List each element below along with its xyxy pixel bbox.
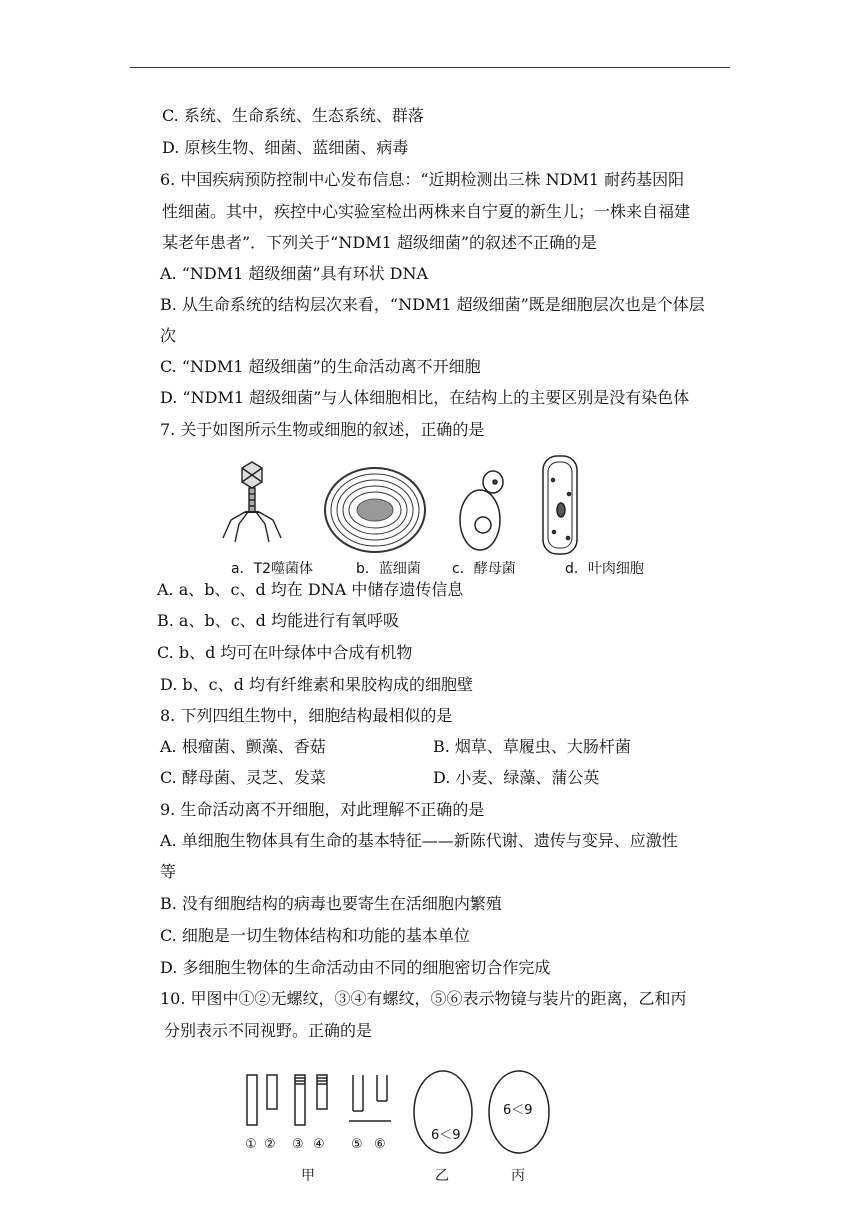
q10-stem-line2: 分别表示不同视野。正确的是 [164, 1021, 373, 1040]
q8-option-a: A. 根瘤菌、颤藻、香菇 [160, 737, 326, 756]
q6-stem-line2: 性细菌。其中，疾控中心实验室检出两株来自宁夏的新生儿；一株来自福建 [162, 202, 691, 221]
q10-stem-line1: 10. 甲图中①②无螺纹，③④有螺纹，⑤⑥表示物镜与装片的距离，乙和丙 [160, 989, 687, 1008]
num-6: ⑥ [374, 1137, 386, 1152]
q9-option-a: A. 单细胞生物体具有生命的基本特征——新陈代谢、遗传与变异、应激性 [160, 831, 678, 850]
num-1: ① [245, 1137, 257, 1152]
field-bing-text: 6＜9 [503, 1103, 533, 1118]
q6-option-b: B. 从生命系统的结构层次来看，“NDM1 超级细菌”既是细胞层次也是个体层 [160, 295, 705, 314]
field-yi-text: 6＜9 [431, 1128, 461, 1143]
lens-2 [267, 1075, 277, 1109]
cyanobacterium-illustration [325, 468, 425, 552]
num-2: ② [264, 1137, 276, 1152]
q6-stem-line3: 某老年患者”．下列关于“NDM1 超级细菌”的叙述不正确的是 [162, 233, 598, 252]
q6-option-c: C. “NDM1 超级细菌”的生命活动离不开细胞 [160, 357, 481, 376]
header-rule [130, 67, 730, 68]
yeast-illustration [460, 471, 503, 550]
q9-option-b: B. 没有细胞结构的病毒也要寄生在活细胞内繁殖 [160, 894, 502, 913]
lens-4 [317, 1075, 327, 1109]
q9-option-c: C. 细胞是一切生物体结构和功能的基本单位 [160, 926, 470, 945]
num-5: ⑤ [351, 1137, 363, 1152]
distance-5 [353, 1075, 363, 1111]
q8-stem: 8. 下列四组生物中，细胞结构最相似的是 [160, 706, 453, 725]
q8-option-c: C. 酵母菌、灵芝、发菜 [160, 768, 326, 787]
q9-option-a-cont: 等 [160, 862, 177, 881]
caption-d: d．叶肉细胞 [565, 561, 644, 577]
q9-option-d: D. 多细胞生物体的生命活动由不同的细胞密切合作完成 [160, 958, 551, 977]
q6-option-b-cont: 次 [160, 326, 177, 345]
q8-option-d: D. 小麦、绿藻、蒲公英 [433, 768, 600, 787]
num-4: ④ [313, 1137, 325, 1152]
label-yi: 乙 [435, 1168, 449, 1184]
q7-option-b: B. a、b、c、d 均能进行有氧呼吸 [157, 611, 400, 630]
q9-stem: 9. 生命活动离不开细胞，对此理解不正确的是 [160, 800, 485, 819]
q7-stem: 7. 关于如图所示生物或细胞的叙述，正确的是 [160, 420, 485, 439]
num-3: ③ [292, 1137, 304, 1152]
q5-option-d: D. 原核生物、细菌、蓝细菌、病毒 [162, 138, 409, 157]
leaf-cell-illustration [543, 456, 577, 554]
lens-1 [247, 1075, 257, 1125]
phage-illustration [223, 462, 281, 542]
lens-3 [295, 1075, 305, 1125]
q7-option-d: D. b、c、d 均有纤维素和果胶构成的细胞壁 [160, 675, 473, 694]
q6-option-a: A. “NDM1 超级细菌”具有环状 DNA [160, 264, 429, 283]
caption-b: b．蓝细菌 [356, 561, 421, 577]
caption-a: a．T2噬菌体 [231, 561, 314, 577]
distance-6 [377, 1075, 387, 1101]
q6-stem-line1: 6. 中国疾病预防控制中心发布信息：“近期检测出三株 NDM1 耐药基因阳 [160, 170, 685, 189]
q8-option-b: B. 烟草、草履虫、大肠杆菌 [433, 737, 631, 756]
q5-option-c: C. 系统、生命系统、生态系统、群落 [162, 106, 424, 125]
q7-option-c: C. b、d 均可在叶绿体中合成有机物 [157, 643, 413, 662]
q6-option-d: D. “NDM1 超级细菌”与人体细胞相比，在结构上的主要区别是没有染色体 [160, 388, 690, 407]
q7-option-a: A. a、b、c、d 均在 DNA 中储存遗传信息 [157, 580, 464, 599]
caption-c: c．酵母菌 [452, 561, 516, 577]
label-jia: 甲 [301, 1168, 315, 1184]
label-bing: 丙 [511, 1168, 525, 1184]
